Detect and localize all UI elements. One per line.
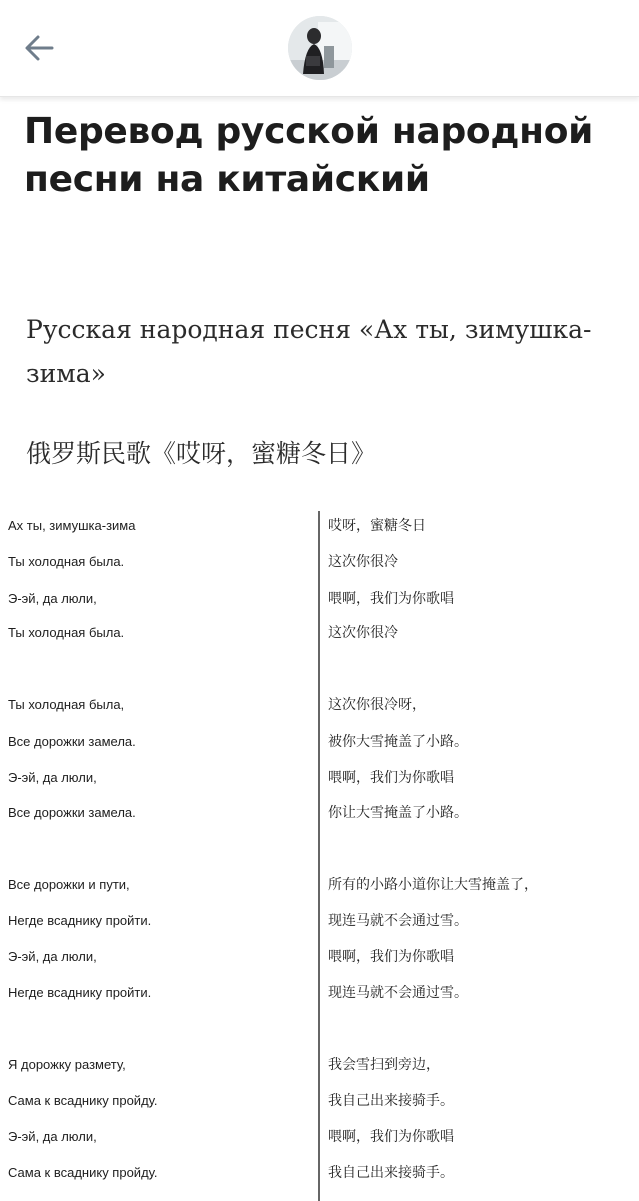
poem-line-zh: 被你大雪掩盖了小路。: [328, 734, 468, 750]
poem-line-ru: Негде всаднику пройти.: [8, 985, 152, 1000]
poem-line-zh: 我自己出来接骑手。: [328, 1093, 454, 1109]
avatar[interactable]: [288, 16, 352, 80]
poem-line-zh: 我自己出来接骑手。: [328, 1165, 454, 1181]
poem-line-ru: Все дорожки и пути,: [8, 877, 130, 892]
poem-line-zh: 现连马就不会通过雪。: [328, 985, 468, 1001]
poem-line-zh: 所有的小路小道你让大雪掩盖了，: [328, 877, 538, 893]
poem-line-zh: 这次你很冷: [328, 625, 398, 641]
back-button[interactable]: [18, 26, 62, 70]
poem-line-zh: 喂啊，我们为你歌唱: [328, 1129, 454, 1145]
poem-line-ru: Все дорожки замела.: [8, 805, 136, 820]
poem-line-ru: Ты холодная была.: [8, 554, 125, 569]
poem-line-zh: 你让大雪掩盖了小路。: [328, 805, 468, 821]
arrow-left-icon: [18, 26, 62, 70]
poem-line-ru: Сама к всаднику пройду.: [8, 1093, 158, 1108]
poem-line-zh: 喂啊，我们为你歌唱: [328, 591, 454, 607]
poem-line-ru: Ты холодная была,: [8, 697, 125, 712]
top-bar: [0, 0, 639, 97]
poem-line-zh: 喂啊，我们为你歌唱: [328, 770, 454, 786]
poem-line-ru: Э-эй, да люли,: [8, 591, 97, 606]
poem-line-ru: Негде всаднику пройти.: [8, 913, 152, 928]
poem-line-zh: 喂啊，我们为你歌唱: [328, 949, 454, 965]
poem-line-ru: Ах ты, зимушка-зима: [8, 518, 136, 533]
poem-line-ru: Э-эй, да люли,: [8, 1129, 97, 1144]
subtitle-chinese: 俄罗斯民歌《哎呀，蜜糖冬日》: [26, 439, 377, 468]
poem-line-zh: 这次你很冷: [328, 554, 398, 570]
column-divider: [318, 511, 320, 1201]
poem-line-ru: Э-эй, да люли,: [8, 949, 97, 964]
subtitle-russian: Русская народная песня «Ах ты, зимушка-зима»: [26, 315, 592, 388]
poem-line-ru: Сама к всаднику пройду.: [8, 1165, 158, 1180]
poem-line-ru: Все дорожки замела.: [8, 734, 136, 749]
poem-image: [0, 505, 639, 1200]
poem-line-zh: 哎呀，蜜糖冬日: [328, 518, 426, 534]
poem-line-ru: Э-эй, да люли,: [8, 770, 97, 785]
author-avatar-image: [288, 16, 352, 80]
page-title: Перевод русской народной песни на китайский: [24, 111, 594, 200]
poem-line-zh: 我会雪扫到旁边，: [328, 1057, 440, 1073]
poem-line-ru: Я дорожку размету,: [8, 1057, 126, 1072]
poem-line-zh: 这次你很冷呀，: [328, 697, 426, 713]
poem-line-ru: Ты холодная была.: [8, 625, 125, 640]
poem-line-zh: 现连马就不会通过雪。: [328, 913, 468, 929]
